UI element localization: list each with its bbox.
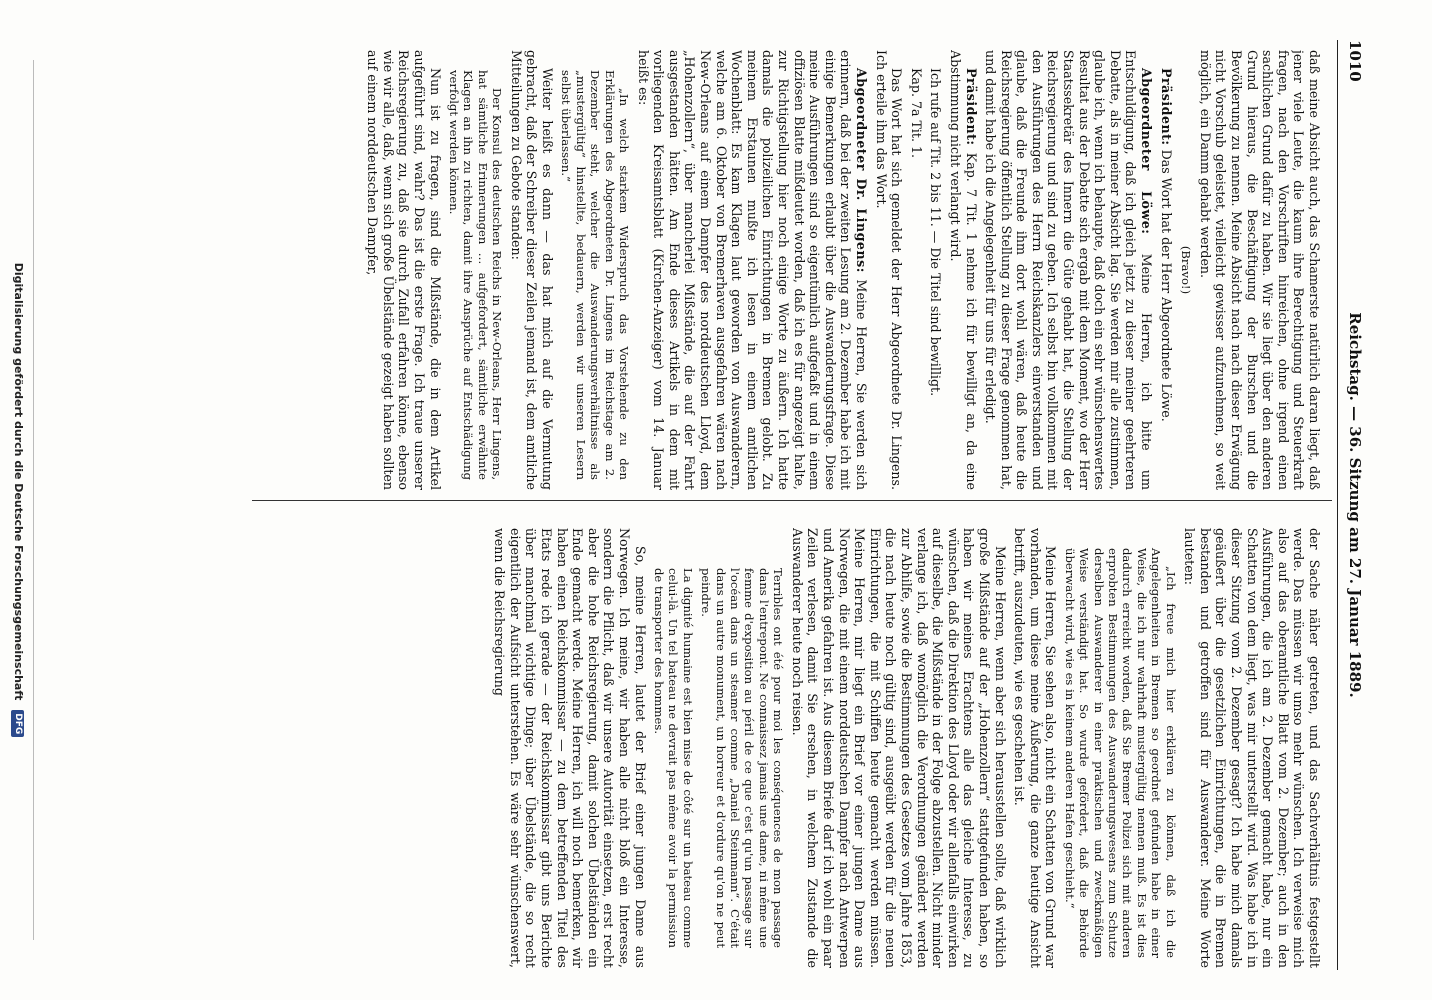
paragraph	[699, 568, 785, 948]
paragraph	[908, 50, 924, 490]
paragraph	[1178, 50, 1194, 490]
speaker-name: Abgeordneter Dr. Lingens:	[853, 68, 869, 273]
paragraph-text: der Sache näher getreten, und das Sachverhältnis festgestellt werde. Das müssen wir umso mehr wünschen. Ich verweise mich also auf das oberamtliche Blatt vom 2. Dezember; auch in den Ausführungen, die ich am 2. Dezember gemacht habe, nur ein Schatten von dem liegt, was mir unterstellt wird. Was habe ich in dieser Sitzung vom 2. Dezember gesagt? Ich habe mich damals geäußert über die gesetzlichen Einrichtungen, die in Bremen bestanden und getroffen sind für Auswanderer. Meine Worte lauteten:	[1182, 528, 1322, 968]
paragraph	[559, 70, 631, 480]
paragraph-text: Meine Herren, ich bitte um Entschuldigung, daß ich gleich jetzt zu dieser meiner geehrteren Debatte, als in meiner Absicht lag. Sie werden mir alle zustimmen, glaube ich, wenn ich behaupte, daß doch ein sehr wünschenswertes Resultat aus der Debatte sich ergab mit dem Moment, wo der Herr Staatssekretär des Innern die Güte gehabt hat, die Stellung der Reichsregierung und sind zu geben. Ich selbst bin vollkommen mit den Ausführungen des Herrn Reichskanzlers einverstanden und glaube, daß die Freunde ihm dort wohl wären, daß heute die Reichsregierung öffentlich Stellung zu dieser Frage genommen hat, und damit habe ich die Angelegenheit für uns für erledigt.	[983, 50, 1155, 490]
left-column	[72, 50, 1322, 490]
credit-text: Digitalisierung gefördert durch die Deutsche Forschungsgemeinschaft	[12, 262, 25, 701]
paragraph-text: Das Wort hat sich gemeldet der Herr Abgeordnete Dr. Lingens. Ich erteile ihm das Wort.	[873, 50, 905, 490]
paragraph-text: Der Konsul des deutschen Reichs in New-Orleans, Herr Lingens, hat sämtliche Erinnerungen … aufgefordert, sämtliche erwähnte Klagen an ihn zu richten, damit ihre Ansprüche auf Entschädigung verfolgt werden können.	[447, 70, 505, 480]
paragraph-text: daß meine Absicht auch, das Schamerste natürlich daran liegt, daß jener viele Leute, die kaum ihre Berechtigung und Steuerkraft fragen, nach den Vorschriften hinreichen, ohne irgend einen sachlichen Grund dafür zu haben. Wir sie liegt über den anderen Grund hieraus, die Beschäftigung der Burschen und die Bevölkerung zu nennen. Meine Absicht nach nach dieser Erwägung nicht Vorschub geleistet, vielleicht gewisser aufzunehmen, so weit möglich, ein Damm gehabt werden.	[1197, 50, 1322, 490]
paragraph	[928, 50, 944, 490]
paragraph-text: Ich rufe auf Tit. 2 bis 11. — Die Titel sind bewilligt.	[928, 68, 944, 397]
paragraph-text: Kap. 7 Tit. 1 nehme ich für bewilligt an, da eine Abstimmung nicht verlangt wird.	[947, 50, 979, 490]
right-column	[72, 528, 1322, 968]
paragraph-text: La dignité humaine est bien mise de côté sur un bateau comme celui-là. Un tel bateau ne devrait pas même avoir la permission de transporter des hommes.	[652, 568, 695, 948]
column-divider	[252, 500, 1332, 501]
speaker-name: Präsident:	[963, 68, 979, 146]
speaker-name: Abgeordneter Löwe:	[1139, 68, 1155, 235]
paragraph	[492, 528, 648, 968]
paragraph-text: „In welch starkem Widerspruch das Vorstehende zu den Erklärungen des Abgeordneten Dr. Lingens im Reichstage am 2. Dezember steht, welcher die Auswanderungsverhältnisse als „mustergültig“ hinstellte, bedauern, werden wir unseren Lesern selbst überlassen.“	[559, 70, 632, 480]
paragraph-text: Meine Herren, wenn aber sich herausstellen sollte, daß wirklich große Mißstände auf der „Hohenzollern“ stattgefunden haben, so haben wir meines Erachtens alle das gleiche Interesse, zu wünschen, daß die Direktion des Lloyd oder wir allenfalls einwirken auf dieselbe, die Mißstände in der Folge abzustellen. Nicht minder verlange ich, daß womöglich die Verordnungen geändert werden zur Abhilfe, sowie die Bestimmungen des Gesetzes vom Jahre 1853, die nach heute noch gültig sind, ausgeübt werden für die neuen Einrichtungen, die mit Schiffen heute gemacht werden müssen. Meine Herren, mir liegt ein Brief vor einer jungen Dame aus Norwegen, die mit einem norddeutschen Dampfer nach Antwerpen und Amerika gefahren ist. Aus diesem Briefe darf ich wohl ein paar Zeilen verlesen, damit Sie ersehen, in welchem Zustande die Auswanderer heute noch reisen.	[789, 528, 1008, 968]
paragraph-text: Weiter heißt es dann — das hat mich auf die Vermutung gebracht, daß der Schreiber dieser Zeilen jemand ist, dem amtliche Mitteilungen zu Gebote standen:	[508, 50, 556, 490]
paragraph-text: „Ich freue mich hier erklären zu können, daß ich die Angelegenheiten in Bremen so geordnet gefunden habe in einer Weise, die ich nur wahrhaft mustergültig nennen muß. Es ist dies dadurch erreicht worden, daß Sie Bremer Polizei sich mit anderen erprobten Bestimmungen des Auswanderungswesens zum Schutze derselben Auswanderer in einer praktischen und zweckmäßigen Weise verständigt hat. So wurde gefördert, daß die Behörde überwacht wird, wie es in keinem anderen Hafen geschieht.“	[1062, 548, 1178, 958]
paragraph	[365, 50, 443, 490]
paragraph	[1158, 50, 1174, 490]
speaker-name: Präsident:	[1158, 68, 1174, 146]
paragraph-text: Nun ist zu fragen, sind die Mißstände, die in dem Artikel aufgeführt sind, wahr? Das ist die erste Frage. Ich traue unserer Reichsregierung zu, daß sie durch Zufall erfahren könne, ebenso wie wir alle, daß, wenn sich große Übelstände gezeigt haben sollten auf einem norddeutschen Dampfer,	[365, 50, 443, 490]
page-header	[1337, 40, 1372, 970]
session-title: Reichstag. — 36. Sitzung am 27. Januar 1889.	[1346, 312, 1364, 698]
paragraph	[447, 70, 505, 480]
paragraph	[947, 50, 978, 490]
paragraph	[789, 528, 1007, 968]
paragraph-text: Meine Herren, Sie sehen also, nicht ein Schatten von Grund war vorhanden, um diese meine Äußerung, die ganze heutige Ansicht betrifft, auszudeuten, wie es geschehen ist.	[1012, 528, 1059, 968]
paragraph-text: Terribles ont été pour moi les conséquences de mon passage dans l'entrepont. Ne connaissez jamais une dame, ni même une femme d'exposition au péril de ce que c'est qu'un passage sur l'océan dans un steamer comme „Daniel Steinmann“. C'était dans un autre monument, un horreur et d'ordure qu'on ne peut peindre.	[699, 568, 786, 948]
footer-divider	[33, 60, 34, 940]
paragraph	[1062, 548, 1177, 958]
paragraph-text: Das Wort hat der Herr Abgeordnete Löwe.	[1158, 145, 1174, 422]
paragraph-text: Kap. 7a Tit. 1.	[908, 68, 924, 159]
paragraph	[873, 50, 904, 490]
page-number: 1010	[1346, 40, 1364, 82]
dfg-logo: DFG	[12, 710, 25, 737]
paragraph	[635, 50, 869, 490]
paragraph	[508, 50, 555, 490]
paragraph	[1182, 528, 1322, 968]
paragraph-text: (Bravo!)	[1179, 245, 1194, 295]
paragraph-text: Meine Herren, Sie werden sich erinnern, daß bei der zweiten Lesung am 2. Dezember habe ich mit einige Bemerkungen erlaubt über die Auswanderungsfrage. Diese meine Ausführungen sind so eigentümlich aufgefaßt und in einem offiziösen Blatte mißdeutet worden, daß ich es für angezeigt halte, zur Richtigstellung hier noch einige Worte zu äußern. Ich hatte damals die polizeilichen Einrichtungen in Bremen gelobt. Zu meinem Erstaunen mußte ich lesen in einem amtlichen Wochenblatt: Es kam Klagen laut geworden von Auswanderern, welche am 6. Oktober von Bremerhaven ausgefahren wären nach New-Orleans auf einem Dampfer des norddeutschen Lloyd, dem „Hohenzollern“, über mancherlei Mißstände, die auf der Fahrt ausgestanden hätten. Am Ende dieses Artikels in dem mit vorliegenden Kreisamtsblatt (Kirchen-Anzeiger) vom 14. Januar heißt es:	[635, 50, 869, 490]
paragraph	[652, 568, 695, 948]
paragraph	[1197, 50, 1322, 490]
paragraph-text: So, meine Herren, lautet der Brief einer jungen Dame aus Norwegen. Ich meine, wir haben alle nicht bloß ein Interesse, sondern die Pflicht, daß wir unsere Autorität einsetzen, erst recht aber die hohe Reichsregierung, damit solchen Übelständen ein Ende gemacht werde. Meine Herren, ich will noch bemerken, wir haben einen Reichskommissar — zu dem betreffenden Titel des Etats rede ich gerade — der Reichskommissar gibt uns Berichte über manchmal wichtige Dinge; über Übelstände, die so recht eigentlich der Aufsicht unterstehen. Es wäre sehr wünschenswert, wenn die Reichsregierung	[492, 528, 648, 968]
paragraph	[1012, 528, 1059, 968]
digitization-credit	[6, 0, 30, 1000]
paragraph	[983, 50, 1155, 490]
